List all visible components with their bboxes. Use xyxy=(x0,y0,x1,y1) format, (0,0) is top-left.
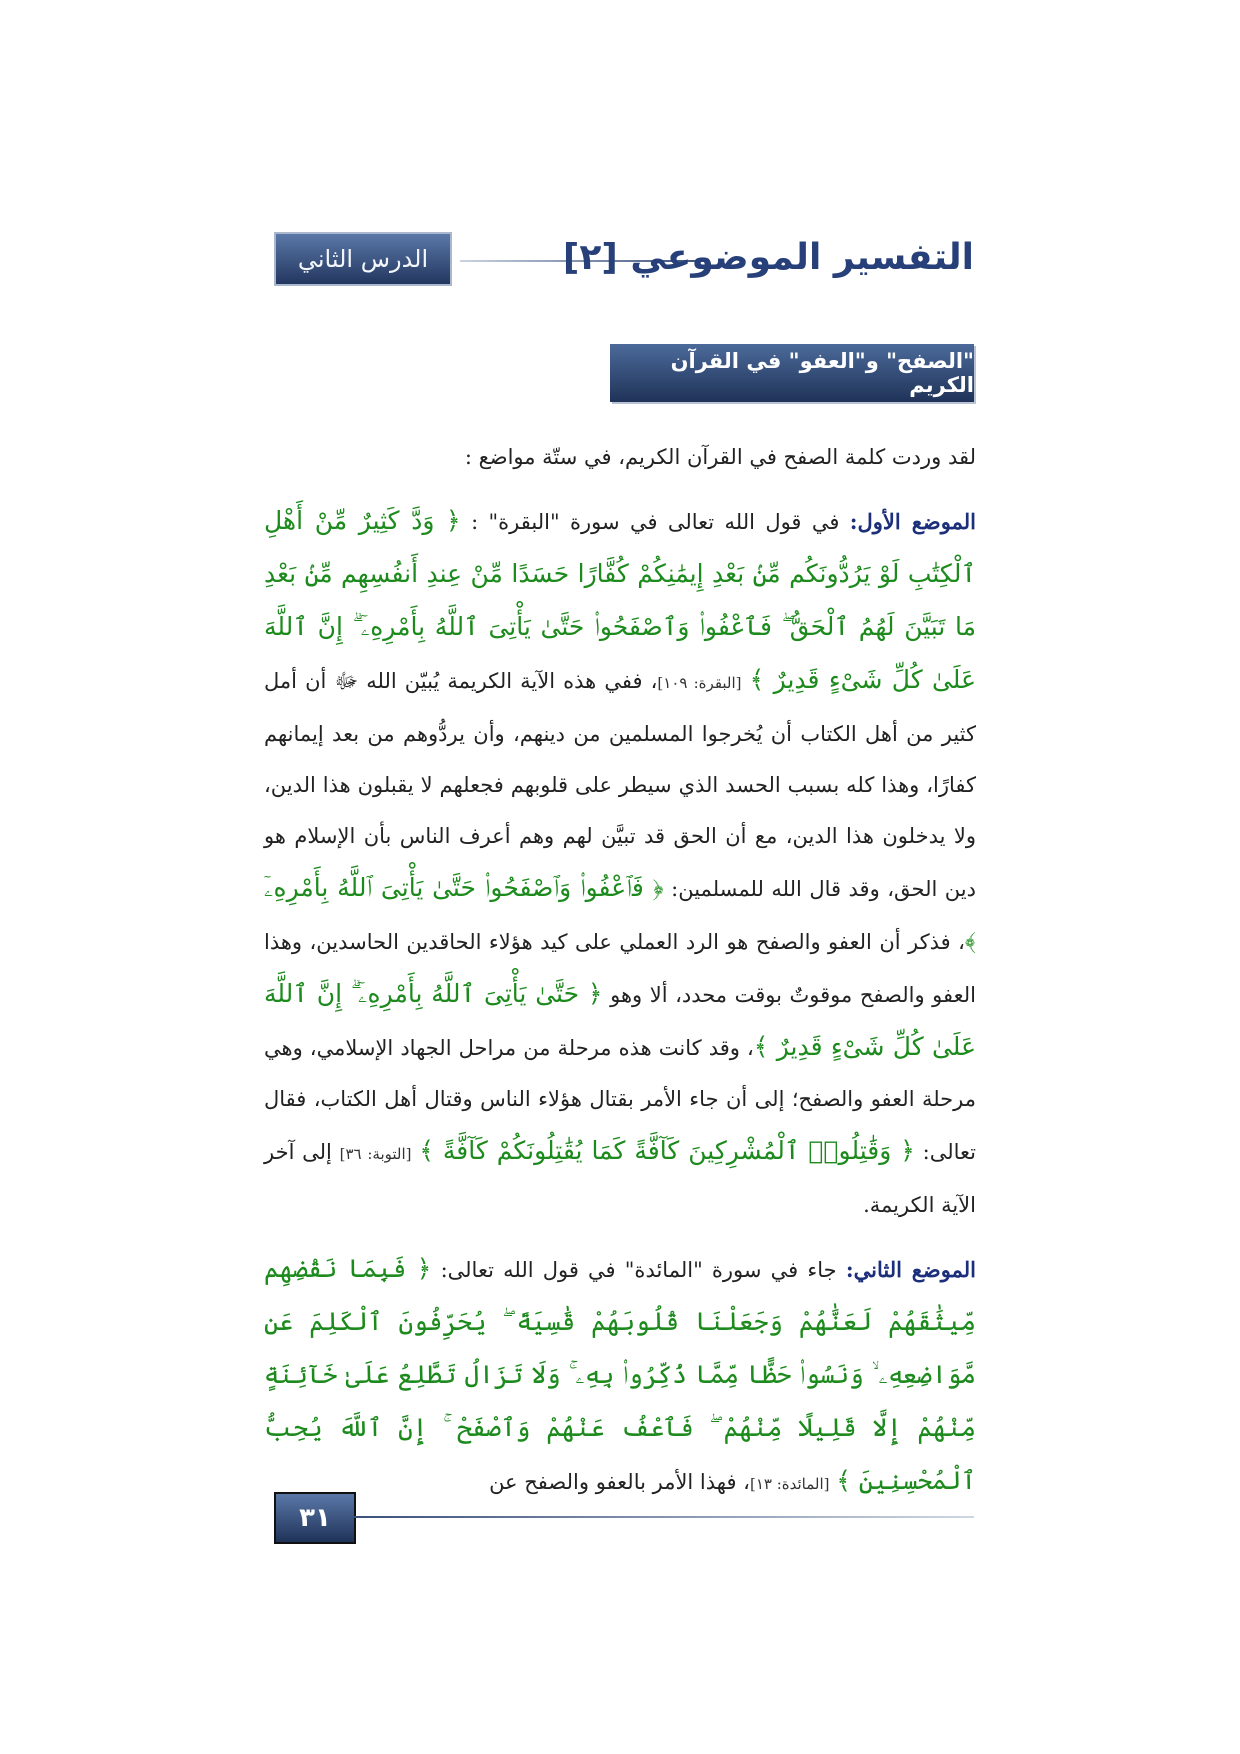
lesson-badge: الدرس الثاني xyxy=(274,232,452,286)
verse-reference: [التوبة: ٣٦] xyxy=(339,1145,412,1163)
commentary-text: إلى آخر الآية الكريمة. xyxy=(264,1140,976,1217)
section-title: "الصفح" و"العفو" في القرآن الكريم xyxy=(610,344,974,402)
verse-reference: [المائدة: ١٣] xyxy=(749,1475,830,1493)
body-text xyxy=(264,432,976,1522)
book-title: التفسير الموضوعي [٢] xyxy=(562,237,974,278)
quran-verse: ﴿ وَدَّ كَثِيرٌ مِّنْ أَهْلِ ٱلْكِتَٰبِ لَوْ يَرُدُّونَكُم مِّنۢ بَعْدِ إِيمَٰنِكُمْ كُفَّارًا حَسَدًا مِّنْ عِندِ أَنفُسِهِم مِّنۢ بَعْدِ مَا تَبَيَّنَ لَهُمُ ٱلْحَقُّ ۖ فَٱعْفُوا۟ وَٱصْفَحُوا۟ حَتَّىٰ يَأْتِىَ ٱللَّهُ بِأَمْرِهِۦٓ ۗ إِنَّ ٱللَّهَ عَلَىٰ كُلِّ شَىْءٍ قَدِيرٌ ﴾ xyxy=(264,506,976,694)
commentary-text: ، فهذا الأمر بالعفو والصفح عن xyxy=(489,1470,750,1494)
quran-verse: ﴿ حَتَّىٰ يَأْتِىَ ٱللَّهُ بِأَمْرِهِۦٓ ۗ إِنَّ ٱللَّهَ عَلَىٰ كُلِّ شَىْءٍ قَدِيرٌ ﴾ xyxy=(264,979,976,1061)
page-number: ٣١ xyxy=(274,1492,356,1544)
commentary-text: ، ففي هذه الآية الكريمة يُبيّن الله ﷻ أن أمل كثير من أهل الكتاب أن يُخرجوا المسلمين من دينهم، وأن يردُّوهم من بعد إيمانهم كفارًا، وهذا كله بسبب الحسد الذي سيطر على قلوبهم فجعلهم لا يقبلون هذا الدين، ولا يدخلون هذا الدين، مع أن الحق قد تبيَّن لهم وهم أعرف الناس بأن الإسلام هو دين الحق، وقد قال الله للمسلمين: xyxy=(264,669,976,901)
commentary-text: ، وقد كانت هذه مرحلة من مراحل الجهاد الإسلامي، وهي مرحلة العفو والصفح؛ إلى أن جاء الأمر بقتال هؤلاء الناس وقتال أهل الكتاب، فقال تعالى: xyxy=(264,1036,976,1164)
quran-verse: ﴿ فَٱعْفُوا۟ وَٱصْفَحُوا۟ حَتَّىٰ يَأْتِىَ ٱللَّهُ بِأَمْرِهِۦٓ ﴾ xyxy=(264,873,976,955)
second-instance-paragraph xyxy=(264,1243,976,1510)
commentary-text: ، فذكر أن العفو والصفح هو الرد العملي على كيد هؤلاء الحاقدين الحاسدين، وهذا العفو والصفح موقوتٌ بوقت محدد، ألا وهو xyxy=(264,930,976,1007)
first-instance-label: الموضع الأول: xyxy=(849,509,976,534)
first-instance-lead: في قول الله تعالى في سورة "البقرة" : xyxy=(471,510,840,534)
quran-verse: ﴿ وَقَٰتِلُوا۟ ٱلْمُشْرِكِينَ كَآفَّةً كَمَا يُقَٰتِلُونَكُمْ كَآفَّةً ﴾ xyxy=(419,1136,915,1165)
second-instance-lead: جاء في سورة "المائدة" في قول الله تعالى: xyxy=(440,1258,837,1282)
verse-reference: [البقرة: ١٠٩] xyxy=(657,674,742,692)
first-instance-paragraph xyxy=(264,495,976,1231)
intro-paragraph: لقد وردت كلمة الصفح في القرآن الكريم، في ستّة مواضع : xyxy=(464,445,976,469)
footer-divider xyxy=(352,1516,974,1518)
page-header xyxy=(274,228,974,288)
second-instance-label: الموضع الثاني: xyxy=(845,1257,976,1282)
quran-verse: ﴿ فَبِمَا نَقْضِهِم مِّيثَٰقَهُمْ لَعَنَّٰهُمْ وَجَعَلْنَا قُلُوبَهُمْ قَٰسِيَةً ۖ يُحَرِّفُونَ ٱلْكَلِمَ عَن مَّوَاضِعِهِۦ ۙ وَنَسُوا۟ حَظًّا مِّمَّا ذُكِّرُوا۟ بِهِۦ ۚ وَلَا تَزَالُ تَطَّلِعُ عَلَىٰ خَآئِنَةٍ مِّنْهُمْ إِلَّا قَلِيلًا مِّنْهُمْ ۖ فَٱعْفُ عَنْهُمْ وَٱصْفَحْ ۚ إِنَّ ٱللَّهَ يُحِبُّ ٱلْمُحْسِنِينَ ﴾ xyxy=(264,1254,976,1495)
